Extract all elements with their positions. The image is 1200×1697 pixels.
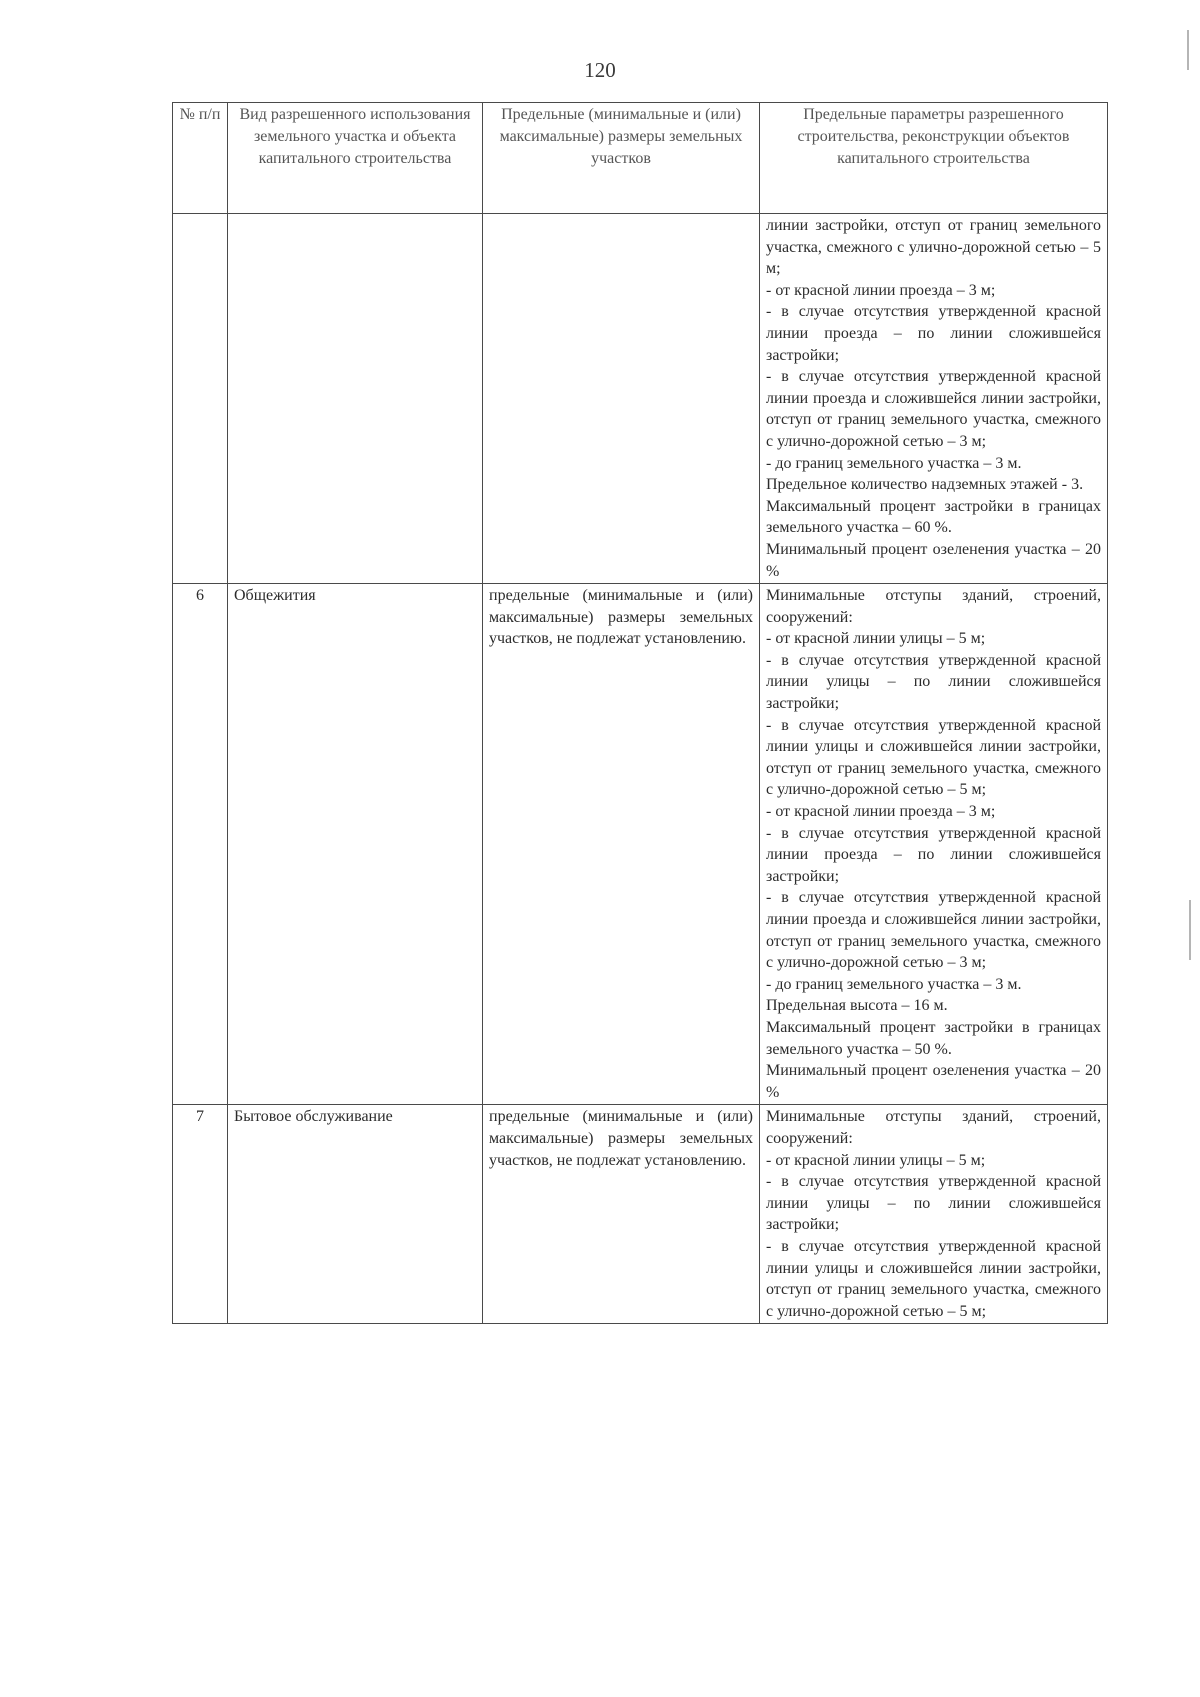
construction-params-cell [760,214,1108,584]
param-line: - в случае отсутствия утвержденной красной линии проезда – по линии сложившейся застройки; [766,303,1101,364]
param-line: Предельное количество надземных этажей - 3. [766,476,1084,494]
header-lot-size: Предельные (минимальные и (или) максимальные) размеры земельных участков [483,103,760,214]
param-line: Максимальный процент застройки в границах земельного участка – 50 %. [766,1018,1101,1058]
param-line: - в случае отсутствия утвержденной красной линии проезда и сложившейся линии застройки, отступ от границ земельного участка, смежного с улично-дорожной сетью – 3 м; [766,368,1101,450]
use-type-cell: Общежития [228,584,483,1105]
table-row [173,214,1108,584]
param-line: - от красной линии улицы – 5 м; [766,630,986,648]
param-line: линии застройки, отступ от границ земельного участка, смежного с улично-дорожной сетью – 5 м; [766,217,1101,278]
param-line: - в случае отсутствия утвержденной красной линии проезда – по линии сложившейся застройки; [766,824,1101,885]
header-number: № п/п [173,103,228,214]
row-number: 6 [173,584,228,1105]
param-line: - в случае отсутствия утвержденной красной линии улицы и сложившейся линии застройки, отступ от границ земельного участка, смежного с улично-дорожной сетью – 5 м; [766,716,1101,799]
param-line: Минимальные отступы зданий, строений, сооружений: [766,587,1101,626]
param-line: - в случае отсутствия утвержденной красной линии улицы – по линии сложившейся застройки; [766,651,1101,713]
param-line: - до границ земельного участка – 3 м. [766,454,1022,472]
scan-edge-mark [1187,30,1189,70]
lot-size-cell: предельные (минимальные и (или) максимальные) размеры земельных участков, не подлежат установлению. [483,1105,760,1324]
header-use-type: Вид разрешенного использования земельного участка и объекта капитального строительства [228,103,483,214]
row-number: 7 [173,1105,228,1324]
param-line: - в случае отсутствия утвержденной красной линии улицы и сложившейся линии застройки, отступ от границ земельного участка, смежного с улично-дорожной сетью – 5 м; [766,1237,1101,1320]
table-row [173,584,1108,1105]
param-line: Максимальный процент застройки в границах земельного участка – 60 %. [766,497,1101,537]
page-number: 120 [584,58,616,82]
param-line: - в случае отсутствия утвержденной красной линии улицы – по линии сложившейся застройки; [766,1173,1101,1234]
param-line: Минимальный процент озеленения участка – 20 % [766,1062,1101,1101]
table-header-row [173,103,1108,214]
use-type-cell: Бытовое обслуживание [228,1105,483,1324]
param-line: - в случае отсутствия утвержденной красной линии проезда и сложившейся линии застройки, отступ от границ земельного участка, смежного с улично-дорожной сетью – 3 м; [766,889,1101,972]
construction-params-cell [760,1105,1108,1324]
param-line: - от красной линии улицы – 5 м; [766,1151,986,1169]
header-construction-params: Предельные параметры разрешенного строительства, реконструкции объектов капитального строительства [760,103,1108,214]
use-type-cell [228,214,483,584]
param-line: - от красной линии проезда – 3 м; [766,803,996,821]
param-line: Предельная высота – 16 м. [766,997,948,1015]
lot-size-cell [483,214,760,584]
table-row [173,1105,1108,1324]
param-line: - до границ земельного участка – 3 м. [766,975,1022,993]
param-line: - от красной линии проезда – 3 м; [766,281,996,299]
land-use-parameters-table [172,102,1108,1324]
construction-params-cell [760,584,1108,1105]
param-line: Минимальные отступы зданий, строений, сооружений: [766,1108,1101,1147]
param-line: Минимальный процент озеленения участка – 20 % [766,540,1101,580]
lot-size-cell: предельные (минимальные и (или) максимальные) размеры земельных участков, не подлежат установлению. [483,584,760,1105]
scan-edge-mark [1189,900,1191,960]
row-number [173,214,228,584]
